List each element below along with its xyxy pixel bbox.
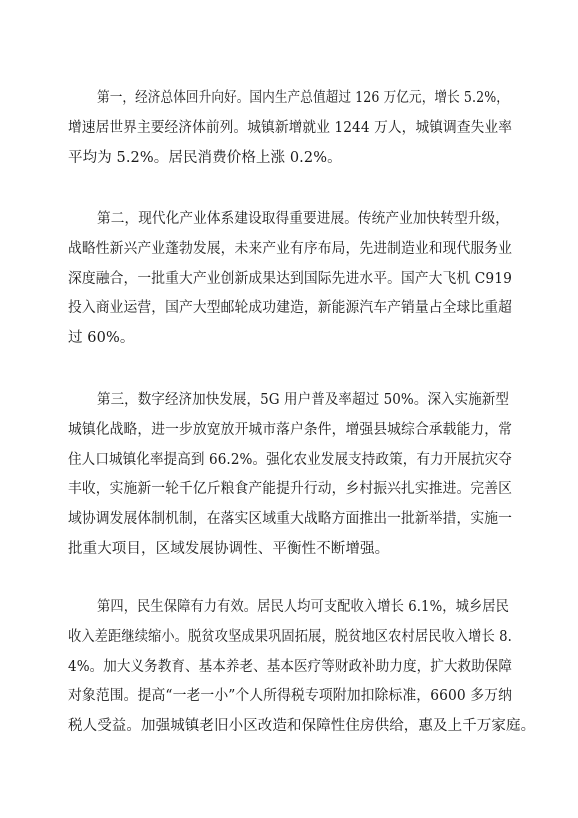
paragraph-line: 批重大项目，区域发展协调性、平衡性不断增强。 [68, 541, 390, 557]
paragraph-line: 第三，数字经济加快发展，5G 用户普及率超过 50%。深入实施新型 [97, 392, 509, 408]
paragraph-line: 第四，民生保障有力有效。居民人均可支配收入增长 6.1%，城乡居民 [97, 599, 509, 615]
paragraph-line: 平均为 5.2%。居民消费价格上涨 0.2%。 [68, 149, 342, 166]
paragraph-line: 深度融合，一批重大产业创新成果达到国际先进水平。国产大飞机 C919 [68, 270, 512, 287]
paragraph-line: 住人口城镇化率提高到 66.2%。强化农业发展支持政策，有力开展抗灾夺 [68, 451, 512, 468]
paragraph-line: 税人受益。加强城镇老旧小区改造和保障性住房供给，惠及上千万家庭。 [68, 718, 536, 735]
paragraph-line: 第一，经济总体回升向好。国内生产总值超过 126 万亿元，增长 5.2%， [97, 90, 509, 106]
paragraph-line: 收入差距继续缩小。脱贫攻坚成果巩固拓展，脱贫地区农村居民收入增长 8. [68, 628, 512, 645]
paragraph-line: 战略性新兴产业蓬勃发展，未来产业有序布局，先进制造业和现代服务业 [68, 240, 512, 257]
paragraph-line: 过 60%。 [68, 330, 135, 347]
paragraph-line: 丰收，实施新一轮千亿斤粮食产能提升行动，乡村振兴扎实推进。完善区 [68, 481, 512, 498]
paragraph-line: 城镇化战略，进一步放宽放开城市落户条件，增强县城综合承载能力，常 [68, 421, 512, 438]
paragraph-line: 第二，现代化产业体系建设取得重要进展。传统产业加快转型升级， [97, 211, 509, 227]
paragraph-line: 4%。加大义务教育、基本养老、基本医疗等财政补助力度，扩大救助保障 [68, 658, 512, 675]
paragraph-line: 对象范围。提高“一老一小”个人所得税专项附加扣除标准，6600 多万纳 [68, 688, 512, 705]
paragraph-line: 投入商业运营，国产大型邮轮成功建造，新能源汽车产销量占全球比重超 [68, 300, 512, 317]
paragraph-line: 增速居世界主要经济体前列。城镇新增就业 1244 万人，城镇调查失业率 [68, 119, 512, 136]
paragraph-line: 域协调发展体制机制，在落实区域重大战略方面推出一批新举措，实施一 [68, 511, 512, 528]
